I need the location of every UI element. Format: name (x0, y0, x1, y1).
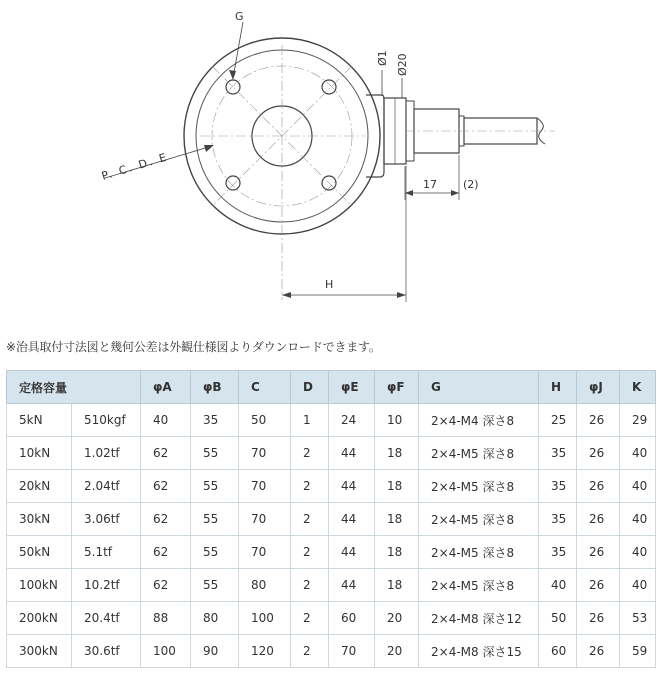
table-cell: 18 (375, 437, 419, 470)
table-cell: 35 (539, 437, 577, 470)
table-cell: 44 (329, 536, 375, 569)
table-cell: 1.02tf (72, 437, 141, 470)
table-cell: 26 (577, 569, 620, 602)
table-cell: 26 (577, 437, 620, 470)
table-cell: 18 (375, 536, 419, 569)
table-cell: 2×4-M5 深さ8 (419, 536, 539, 569)
table-row (7, 635, 656, 668)
table-cell: 100 (141, 635, 191, 668)
table-cell: 60 (539, 635, 577, 668)
download-note: ※治具取付寸法図と幾何公差は外観仕様図よりダウンロードできます。 (6, 340, 381, 354)
table-row (7, 602, 656, 635)
table-cell: 120 (239, 635, 291, 668)
table-header-row (7, 371, 656, 404)
table-cell: 62 (141, 536, 191, 569)
table-cell: 80 (239, 569, 291, 602)
table-cell: 70 (239, 470, 291, 503)
table-cell: 10kN (7, 437, 72, 470)
table-cell: 53 (620, 602, 656, 635)
table-cell: 2.04tf (72, 470, 141, 503)
header-f: φF (375, 371, 419, 404)
bolt-hole (226, 176, 240, 190)
table-cell: 5kN (7, 404, 72, 437)
table-cell: 2×4-M5 深さ8 (419, 503, 539, 536)
header-d: D (291, 371, 329, 404)
table-cell: 62 (141, 569, 191, 602)
table-cell: 18 (375, 470, 419, 503)
table-row (7, 569, 656, 602)
table-cell: 26 (577, 470, 620, 503)
table-cell: 35 (539, 470, 577, 503)
table-cell: 26 (577, 602, 620, 635)
table-cell: 100kN (7, 569, 72, 602)
table-cell: 2 (291, 437, 329, 470)
table-cell: 300kN (7, 635, 72, 668)
table-cell: 1 (291, 404, 329, 437)
label-g: G (235, 10, 244, 23)
load-cell-drawing (0, 0, 663, 320)
table-cell: 5.1tf (72, 536, 141, 569)
table-cell: 3.06tf (72, 503, 141, 536)
table-cell: 35 (191, 404, 239, 437)
header-h: H (539, 371, 577, 404)
table-cell: 35 (539, 536, 577, 569)
table-cell: 35 (539, 503, 577, 536)
table-cell: 50kN (7, 536, 72, 569)
table-cell: 30kN (7, 503, 72, 536)
table-cell: 2×4-M8 深さ15 (419, 635, 539, 668)
table-cell: 10 (375, 404, 419, 437)
table-cell: 2 (291, 569, 329, 602)
table-cell: 20 (375, 635, 419, 668)
header-c: C (239, 371, 291, 404)
table-cell: 50 (539, 602, 577, 635)
table-cell: 40 (620, 470, 656, 503)
table-cell: 90 (191, 635, 239, 668)
table-cell: 40 (620, 437, 656, 470)
table-cell: 40 (141, 404, 191, 437)
header-j: φJ (577, 371, 620, 404)
header-e: φE (329, 371, 375, 404)
table-cell: 100 (239, 602, 291, 635)
table-cell: 88 (141, 602, 191, 635)
table-cell: 2 (291, 470, 329, 503)
table-cell: 55 (191, 503, 239, 536)
table-row (7, 437, 656, 470)
table-cell: 26 (577, 536, 620, 569)
table-row (7, 470, 656, 503)
table-cell: 44 (329, 503, 375, 536)
spec-table (6, 370, 656, 668)
header-k: K (620, 371, 656, 404)
header-capacity: 定格容量 (7, 371, 141, 404)
table-cell: 62 (141, 437, 191, 470)
label-2: (2) (463, 178, 479, 191)
table-cell: 70 (329, 635, 375, 668)
header-g: G (419, 371, 539, 404)
table-cell: 2 (291, 602, 329, 635)
table-cell: 29 (620, 404, 656, 437)
table-cell: 2×4-M8 深さ12 (419, 602, 539, 635)
table-cell: 25 (539, 404, 577, 437)
label-d20: Ø20 (396, 53, 409, 76)
table-cell: 20 (375, 602, 419, 635)
table-cell: 44 (329, 437, 375, 470)
table-cell: 50 (239, 404, 291, 437)
table-row (7, 536, 656, 569)
table-row (7, 503, 656, 536)
table-cell: 2×4-M5 深さ8 (419, 569, 539, 602)
table-cell: 80 (191, 602, 239, 635)
table-cell: 26 (577, 635, 620, 668)
table-cell: 59 (620, 635, 656, 668)
table-cell: 40 (620, 536, 656, 569)
table-cell: 10.2tf (72, 569, 141, 602)
table-cell: 510kgf (72, 404, 141, 437)
table-cell: 20.4tf (72, 602, 141, 635)
table-cell: 55 (191, 470, 239, 503)
table-cell: 20kN (7, 470, 72, 503)
label-h: H (325, 278, 334, 291)
bolt-hole (322, 80, 336, 94)
table-cell: 2 (291, 503, 329, 536)
label-d1: Ø1 (376, 50, 389, 66)
table-cell: 55 (191, 536, 239, 569)
table-cell: 70 (239, 503, 291, 536)
table-cell: 62 (141, 503, 191, 536)
table-cell: 62 (141, 470, 191, 503)
table-cell: 30.6tf (72, 635, 141, 668)
table-cell: 18 (375, 503, 419, 536)
table-cell: 2×4-M4 深さ8 (419, 404, 539, 437)
table-cell: 40 (620, 503, 656, 536)
table-cell: 18 (375, 569, 419, 602)
header-a: φA (141, 371, 191, 404)
table-cell: 2×4-M5 深さ8 (419, 437, 539, 470)
table-cell: 44 (329, 569, 375, 602)
table-cell: 26 (577, 404, 620, 437)
table-cell: 60 (329, 602, 375, 635)
table-row (7, 404, 656, 437)
table-cell: 55 (191, 569, 239, 602)
table-cell: 70 (239, 437, 291, 470)
table-cell: 2 (291, 536, 329, 569)
header-b: φB (191, 371, 239, 404)
table-cell: 24 (329, 404, 375, 437)
table-cell: 40 (620, 569, 656, 602)
table-cell: 44 (329, 470, 375, 503)
table-cell: 2×4-M5 深さ8 (419, 470, 539, 503)
table-cell: 2 (291, 635, 329, 668)
table-cell: 55 (191, 437, 239, 470)
table-cell: 200kN (7, 602, 72, 635)
table-cell: 70 (239, 536, 291, 569)
label-pcd: P. C. D. E (100, 150, 170, 183)
table-cell: 40 (539, 569, 577, 602)
label-17: 17 (423, 178, 437, 191)
table-cell: 26 (577, 503, 620, 536)
